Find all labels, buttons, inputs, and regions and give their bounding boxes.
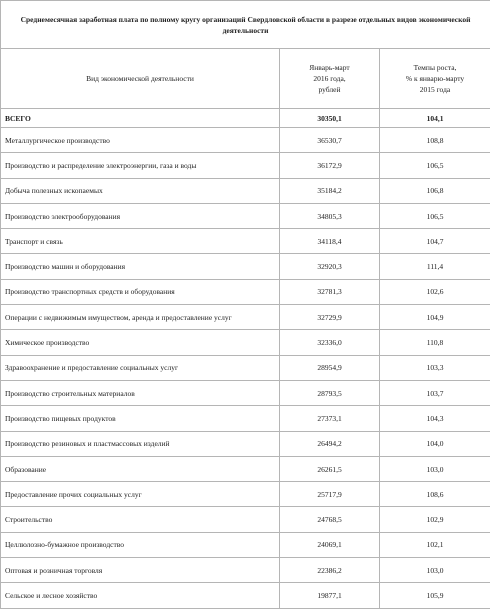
wage-cell: 34805,3 xyxy=(280,203,380,228)
activity-cell: Металлургическое производство xyxy=(1,128,280,153)
column-header-wage-line-1: Январь-март xyxy=(284,62,375,73)
activity-cell: ВСЕГО xyxy=(1,109,280,128)
wage-cell: 28954,9 xyxy=(280,355,380,380)
growth-cell: 106,5 xyxy=(380,153,490,178)
wage-cell: 19877,1 xyxy=(280,583,380,608)
wage-cell: 27373,1 xyxy=(280,406,380,431)
growth-cell: 103,0 xyxy=(380,558,490,583)
growth-cell: 104,0 xyxy=(380,431,490,456)
column-header-activity: Вид экономической деятельности xyxy=(1,49,280,109)
growth-cell: 104,1 xyxy=(380,109,490,128)
wage-cell: 24768,5 xyxy=(280,507,380,532)
activity-cell: Производство пищевых продуктов xyxy=(1,406,280,431)
growth-cell: 108,8 xyxy=(380,128,490,153)
growth-cell: 106,5 xyxy=(380,203,490,228)
wage-cell: 26494,2 xyxy=(280,431,380,456)
activity-cell: Образование xyxy=(1,456,280,481)
activity-cell: Здравоохранение и предоставление социальных услуг xyxy=(1,355,280,380)
column-header-growth-line-3: 2015 года xyxy=(384,84,486,95)
wage-cell: 22386,2 xyxy=(280,558,380,583)
table-row xyxy=(1,355,490,380)
table-row xyxy=(1,305,490,330)
table-row xyxy=(1,203,490,228)
table-row xyxy=(1,128,490,153)
growth-cell: 106,8 xyxy=(380,178,490,203)
growth-cell: 104,9 xyxy=(380,305,490,330)
table-row xyxy=(1,153,490,178)
wage-cell: 24069,1 xyxy=(280,532,380,557)
wage-cell: 26261,5 xyxy=(280,456,380,481)
table-row xyxy=(1,330,490,355)
column-header-wage-line-2: 2016 года, xyxy=(284,73,375,84)
header-row xyxy=(1,49,490,109)
column-header-growth-line-1: Темпы роста, xyxy=(384,62,486,73)
wage-cell: 28793,5 xyxy=(280,380,380,405)
activity-cell: Производство электрооборудования xyxy=(1,203,280,228)
growth-cell: 104,7 xyxy=(380,229,490,254)
wage-cell: 36530,7 xyxy=(280,128,380,153)
table-row xyxy=(1,558,490,583)
table-row xyxy=(1,431,490,456)
wage-cell: 25717,9 xyxy=(280,482,380,507)
title-row xyxy=(1,1,490,49)
activity-cell: Производство машин и оборудования xyxy=(1,254,280,279)
wage-cell: 36172,9 xyxy=(280,153,380,178)
wage-cell: 34118,4 xyxy=(280,229,380,254)
activity-cell: Производство транспортных средств и оборудования xyxy=(1,279,280,304)
table-row xyxy=(1,406,490,431)
growth-cell: 105,9 xyxy=(380,583,490,608)
table-title: Среднемесячная заработная плата по полному кругу организаций Свердловской области в разрезе отдельных видов экономической деятельности xyxy=(1,1,490,49)
column-header-growth xyxy=(380,49,490,109)
activity-cell: Химическое производство xyxy=(1,330,280,355)
table-row xyxy=(1,532,490,557)
wage-cell: 32336,0 xyxy=(280,330,380,355)
wage-cell: 32920,3 xyxy=(280,254,380,279)
activity-cell: Сельское и лесное хозяйство xyxy=(1,583,280,608)
activity-cell: Операции с недвижимым имуществом, аренда и предоставление услуг xyxy=(1,305,280,330)
growth-cell: 103,3 xyxy=(380,355,490,380)
activity-cell: Оптовая и розничная торговля xyxy=(1,558,280,583)
wage-cell: 35184,2 xyxy=(280,178,380,203)
growth-cell: 108,6 xyxy=(380,482,490,507)
growth-cell: 111,4 xyxy=(380,254,490,279)
table-row xyxy=(1,254,490,279)
table-row xyxy=(1,178,490,203)
growth-cell: 102,9 xyxy=(380,507,490,532)
table-row xyxy=(1,482,490,507)
table-row xyxy=(1,456,490,481)
activity-cell: Строительство xyxy=(1,507,280,532)
activity-cell: Производство и распределение электроэнергии, газа и воды xyxy=(1,153,280,178)
growth-cell: 102,1 xyxy=(380,532,490,557)
activity-cell: Целлюлозно-бумажное производство xyxy=(1,532,280,557)
table-row-total xyxy=(1,109,490,128)
table-row xyxy=(1,507,490,532)
growth-cell: 104,3 xyxy=(380,406,490,431)
activity-cell: Добыча полезных ископаемых xyxy=(1,178,280,203)
growth-cell: 103,7 xyxy=(380,380,490,405)
column-header-wage-line-3: рублей xyxy=(284,84,375,95)
growth-cell: 103,0 xyxy=(380,456,490,481)
table-row xyxy=(1,229,490,254)
table-row xyxy=(1,583,490,608)
activity-cell: Производство строительных материалов xyxy=(1,380,280,405)
wage-cell: 32729,9 xyxy=(280,305,380,330)
column-header-growth-line-2: % к январю-марту xyxy=(384,73,486,84)
table-row xyxy=(1,279,490,304)
activity-cell: Производство резиновых и пластмассовых изделий xyxy=(1,431,280,456)
growth-cell: 110,8 xyxy=(380,330,490,355)
activity-cell: Транспорт и связь xyxy=(1,229,280,254)
activity-cell: Предоставление прочих социальных услуг xyxy=(1,482,280,507)
wage-cell: 32781,3 xyxy=(280,279,380,304)
wage-cell: 30350,1 xyxy=(280,109,380,128)
column-header-wage xyxy=(280,49,380,109)
table-row xyxy=(1,380,490,405)
growth-cell: 102,6 xyxy=(380,279,490,304)
